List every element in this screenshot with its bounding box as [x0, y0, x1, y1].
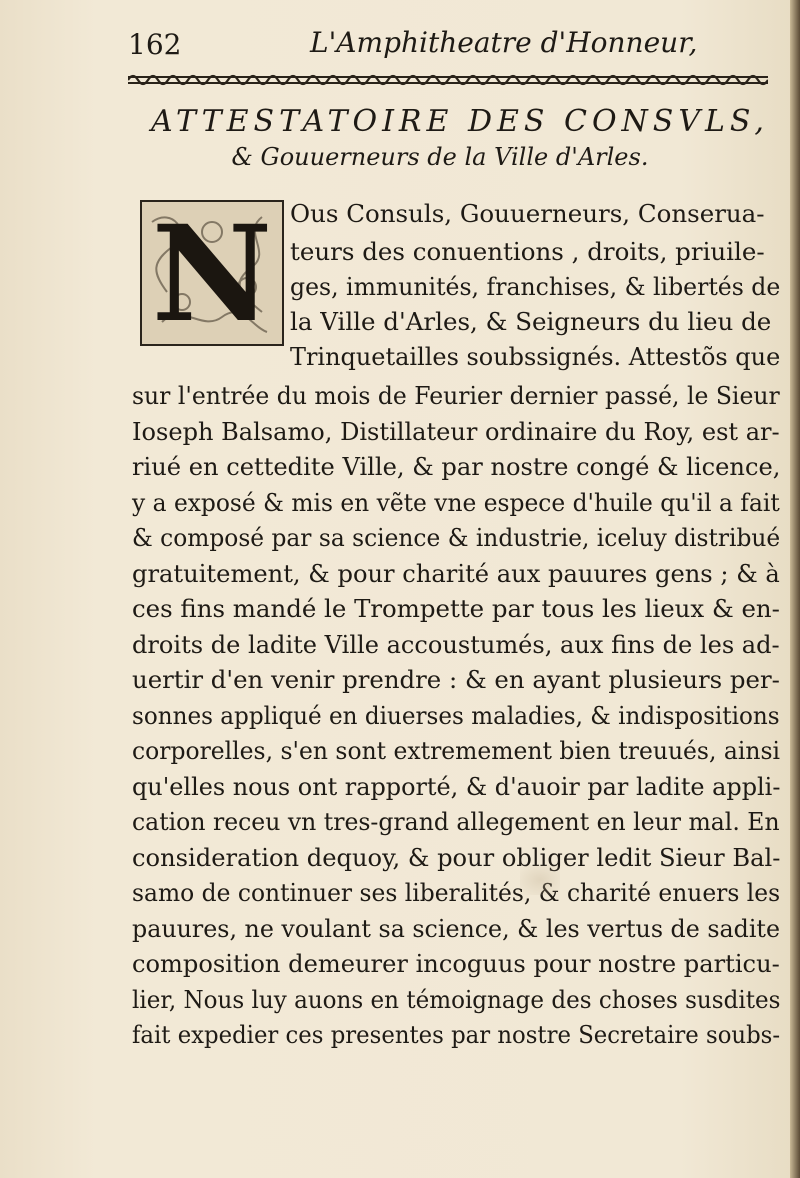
text-line: teurs des conuentions , droits, priuile-: [290, 237, 765, 266]
text-line: Trinquetailles soubssignés. Attestõs que: [290, 342, 781, 371]
page-edge: [790, 0, 800, 1178]
text-line: ces fins mandé le Trompette par tous les lieux & en-: [132, 594, 780, 623]
text-line: samo de continuer ses liberalités, & charité enuers les: [132, 878, 781, 907]
text-line: corporelles, s'en sont extremement bien treuués, ainsi: [132, 736, 780, 765]
text-line: qu'elles nous ont rapporté, & d'auoir par ladite appli-: [132, 771, 781, 801]
ornamental-border: [128, 70, 768, 90]
ink-stain: [520, 865, 560, 895]
text-line: composition demeurer incoguus pour nostre particu-: [132, 949, 780, 978]
decorated-initial: [140, 197, 284, 352]
title-line-main: ATTESTATOIRE DES CONSVLS,: [151, 104, 769, 139]
text-line: droits de ladite Ville accoustumés, aux fins de les ad-: [132, 629, 780, 659]
text-line: & composé par sa science & industrie, iceluy distribué: [132, 523, 781, 552]
text-line: uertir d'en venir prendre : & en ayant plusieurs per-: [132, 665, 780, 694]
text-line: cation receu vn tres-grand allegement en leur mal. En: [132, 807, 780, 836]
text-line: Ioseph Balsamo, Distillateur ordinaire du Roy, est ar-: [132, 416, 780, 446]
section-title: [140, 104, 780, 171]
text-line: sonnes appliqué en diuerses maladies, & indispositions: [132, 700, 780, 730]
text-line: y a exposé & mis en vẽte vne espece d'huile qu'il a fait: [132, 487, 780, 517]
text-line: lier, Nous luy auons en témoignage des choses susdites: [132, 984, 781, 1014]
title-line-sub: & Gouuerneurs de la Ville d'Arles.: [231, 143, 649, 171]
text-line: ges, immunités, franchises, & libertés de: [290, 272, 781, 301]
text-line: riué en cettedite Ville, & par nostre congé & licence,: [132, 452, 781, 481]
initial-letter: N: [151, 197, 273, 352]
text-line: fait expedier ces presentes par nostre Secretaire soubs-: [132, 1020, 781, 1049]
text-line: gratuitement, & pour charité aux pauures gens ; & à: [132, 558, 780, 588]
text-line: sur l'entrée du mois de Feurier dernier passé, le Sieur: [132, 381, 780, 410]
text-line: pauures, ne voulant sa science, & les vertus de sadite: [132, 913, 781, 943]
page-header: [128, 22, 768, 66]
text-line: Ous Consuls, Gouuerneurs, Conserua-: [290, 199, 765, 228]
page-number: 162: [128, 28, 182, 61]
running-title: L'Amphitheatre d'Honneur,: [310, 26, 698, 59]
text-line: consideration dequoy, & pour obliger ledit Sieur Bal-: [132, 842, 781, 872]
text-line: la Ville d'Arles, & Seigneurs du lieu de: [290, 307, 772, 336]
